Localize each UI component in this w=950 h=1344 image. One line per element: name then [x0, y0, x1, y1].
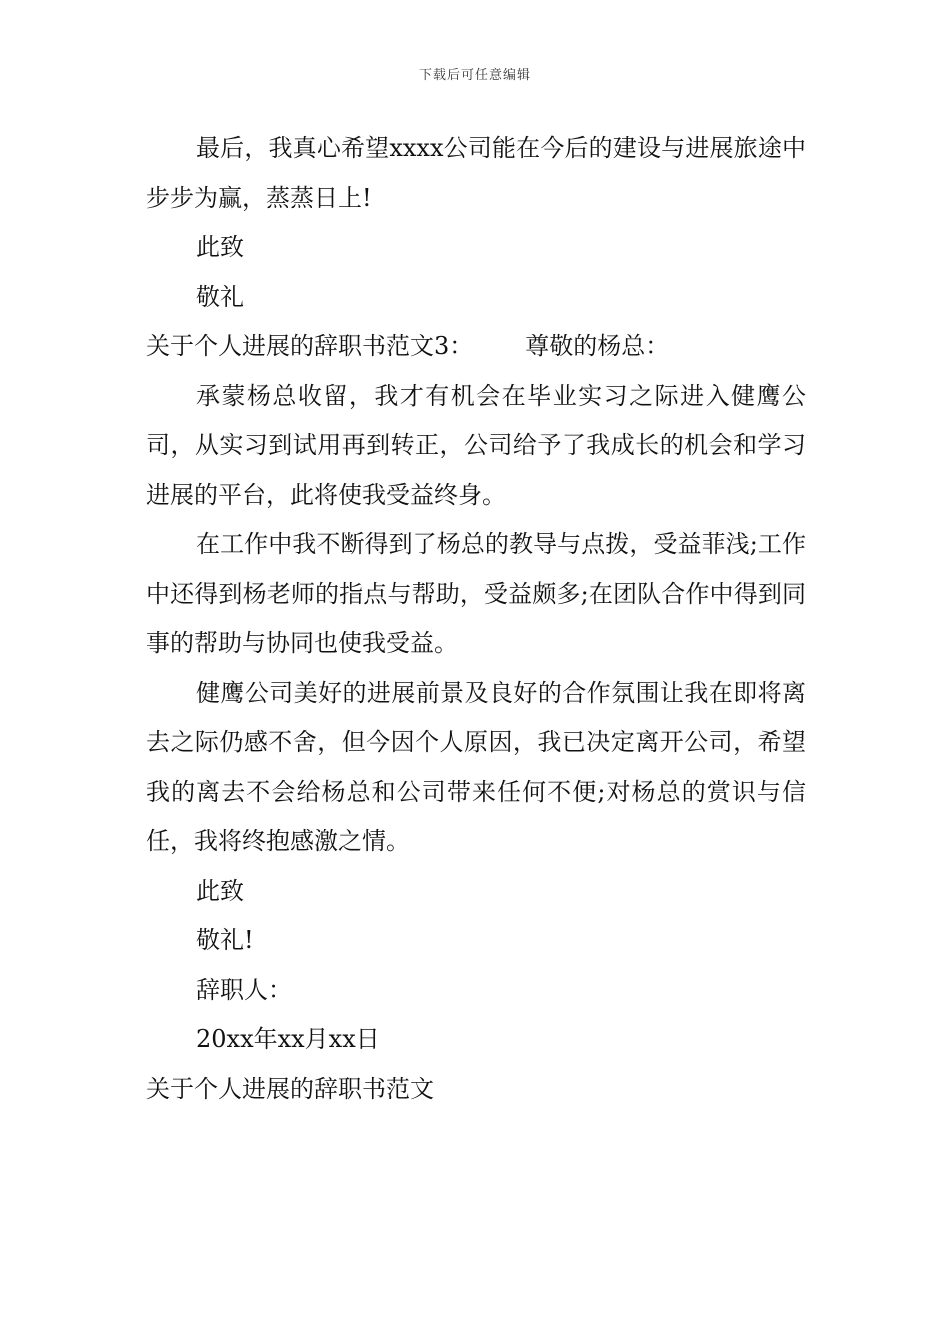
sample-3-heading — [146, 322, 806, 372]
salutation: 尊敬的杨总： — [525, 332, 670, 360]
closing-wish-paragraph: 最后，我真心希望xxxx公司能在今后的建设与进展旅途中步步为赢，蒸蒸日上! — [146, 134, 806, 212]
signature-label: 辞职人： — [196, 975, 292, 1004]
closing-cizhi: 此致 — [196, 233, 244, 261]
closing-jingli-2: 敬礼! — [196, 926, 254, 954]
header-note: 下载后可任意编辑 — [418, 68, 531, 83]
resignation-paragraph: 健鹰公司美好的进展前景及良好的合作氛围让我在即将离去之际仍感不舍，但今因个人原因，我已决定离开公司，希望我的离去不会给杨总和公司带来任何不便;对杨总的赏识与信任，我将终抱感激之情。 — [146, 678, 806, 855]
signature-date: 20xx年xx月xx日 — [196, 1025, 380, 1053]
document-body — [146, 124, 806, 1114]
closing-cizhi-2: 此致 — [196, 876, 244, 905]
sample-3-title: 关于个人进展的辞职书范文3： — [146, 332, 474, 360]
work-paragraph: 在工作中我不断得到了杨总的教导与点拨，受益菲浅;工作中还得到杨老师的指点与帮助，受益颇多;在团队合作中得到同事的帮助与协同也使我受益。 — [146, 530, 806, 657]
gratitude-paragraph: 承蒙杨总收留，我才有机会在毕业实习之际进入健鹰公司，从实习到试用再到转正，公司给予了我成长的机会和学习进展的平台，此将使我受益终身。 — [146, 381, 806, 509]
sample-4-heading: 关于个人进展的辞职书范文 — [146, 1074, 434, 1103]
closing-jingli: 敬礼 — [196, 282, 244, 311]
